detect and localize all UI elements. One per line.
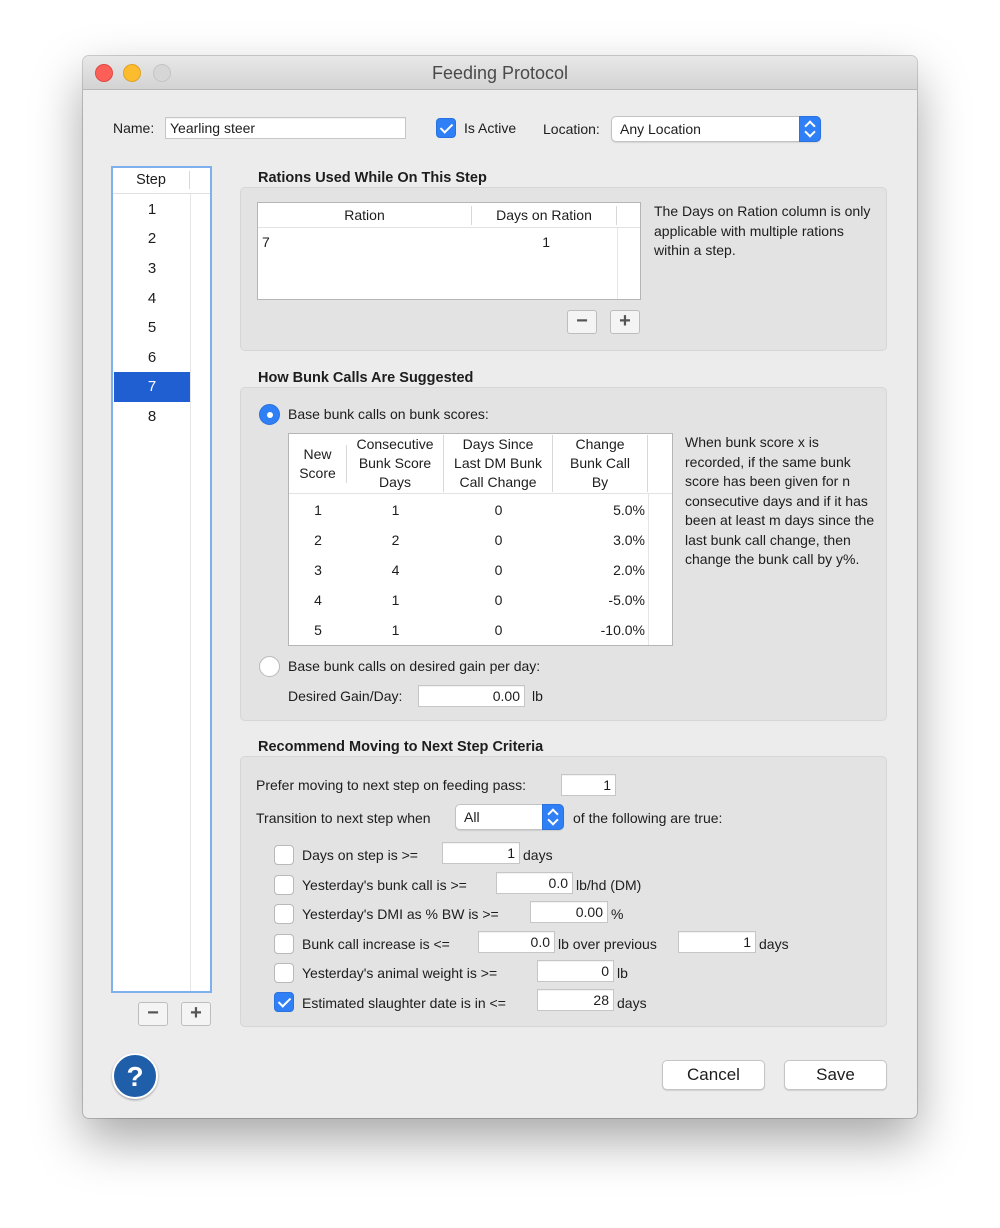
ration-column-header[interactable]: Ration bbox=[258, 206, 472, 225]
change-cell: 3.0% bbox=[613, 532, 645, 548]
transition-mode-value: All bbox=[464, 809, 480, 825]
table-row[interactable] bbox=[289, 616, 648, 646]
transition-suffix: of the following are true: bbox=[573, 810, 723, 826]
window-title: Feeding Protocol bbox=[431, 63, 569, 83]
bunk-increase-checkbox[interactable] bbox=[274, 934, 294, 954]
location-select-value: Any Location bbox=[620, 121, 701, 137]
transition-mode-select[interactable] bbox=[455, 804, 564, 830]
slaughter-date-label: Estimated slaughter date is in <= bbox=[302, 995, 506, 1011]
add-ration-button[interactable]: + bbox=[610, 310, 640, 334]
change-cell: -10.0% bbox=[600, 622, 645, 638]
desired-gain-option-label: Base bunk calls on desired gain per day: bbox=[288, 658, 541, 674]
change-cell: -5.0% bbox=[608, 592, 645, 608]
score-cell: 5 bbox=[314, 622, 322, 638]
bunk-increase-days-unit: days bbox=[759, 936, 789, 952]
location-label: Location: bbox=[543, 121, 600, 137]
days-since-cell: 0 bbox=[494, 502, 503, 518]
transition-label: Transition to next step when bbox=[256, 810, 431, 826]
days-on-ration-cell[interactable]: 1 bbox=[542, 234, 550, 250]
dmi-bw-unit: % bbox=[611, 906, 624, 922]
days-on-ration-column-header[interactable]: Days on Ration bbox=[472, 206, 617, 225]
table-row[interactable] bbox=[289, 556, 648, 586]
bunk-call-field[interactable]: 0.0 bbox=[496, 872, 573, 894]
remove-step-button[interactable]: − bbox=[138, 1002, 168, 1026]
column-divider bbox=[617, 228, 618, 299]
days-on-step-field[interactable]: 1 bbox=[442, 842, 520, 864]
table-row[interactable] bbox=[289, 496, 648, 526]
cancel-button[interactable]: Cancel bbox=[662, 1060, 765, 1090]
ration-cell[interactable]: 7 bbox=[262, 234, 270, 250]
dmi-bw-checkbox[interactable] bbox=[274, 904, 294, 924]
rations-note: The Days on Ration column is only applicable with multiple rations within a step. bbox=[654, 203, 871, 258]
add-step-button[interactable]: + bbox=[181, 1002, 211, 1026]
days-since-cell: 0 bbox=[494, 562, 503, 578]
step-row-6[interactable]: 6 bbox=[147, 349, 157, 366]
days-on-step-label: Days on step is >= bbox=[302, 847, 418, 863]
consecutive-cell: 1 bbox=[391, 592, 400, 608]
slaughter-date-checkbox[interactable] bbox=[274, 992, 294, 1012]
dmi-bw-field[interactable]: 0.00 bbox=[530, 901, 608, 923]
step-row-5[interactable]: 5 bbox=[147, 319, 157, 336]
chevron-updown-icon bbox=[542, 804, 564, 830]
is-active-checkbox[interactable] bbox=[436, 118, 456, 138]
days-since-change-column-header[interactable]: Days Since Last DM Bunk Call Change bbox=[444, 435, 553, 492]
table-row[interactable] bbox=[289, 526, 648, 556]
animal-weight-label: Yesterday's animal weight is >= bbox=[302, 965, 498, 981]
days-on-step-unit: days bbox=[523, 847, 553, 863]
location-select[interactable] bbox=[611, 116, 821, 142]
bunk-scores-table-header bbox=[289, 434, 672, 494]
desired-gain-unit: lb bbox=[532, 688, 543, 704]
consecutive-cell: 1 bbox=[391, 502, 400, 518]
prefer-pass-field[interactable]: 1 bbox=[561, 774, 616, 796]
consecutive-cell: 4 bbox=[391, 562, 400, 578]
save-button[interactable]: Save bbox=[784, 1060, 887, 1090]
new-score-column-header[interactable]: New Score bbox=[289, 445, 347, 483]
days-on-step-checkbox[interactable] bbox=[274, 845, 294, 865]
bunk-scores-table[interactable] bbox=[288, 433, 673, 646]
name-label: Name: bbox=[113, 120, 155, 136]
change-cell: 5.0% bbox=[613, 502, 645, 518]
step-row-3[interactable]: 3 bbox=[147, 260, 157, 277]
bunk-calls-section-title: How Bunk Calls Are Suggested bbox=[258, 370, 474, 386]
score-cell: 1 bbox=[314, 502, 322, 518]
step-row-4[interactable]: 4 bbox=[147, 290, 157, 307]
step-row-7-selected[interactable]: 7 bbox=[114, 372, 190, 402]
animal-weight-unit: lb bbox=[617, 965, 628, 981]
bunk-call-unit: lb/hd (DM) bbox=[576, 877, 642, 893]
rations-section-title: Rations Used While On This Step bbox=[258, 170, 487, 186]
dmi-bw-label: Yesterday's DMI as % BW is >= bbox=[302, 906, 499, 922]
bunk-scores-note: When bunk score x is recorded, if the same bunk score has been given for n consecutive days and if it has been at least m days since the last bunk call change, then change the bunk call by y%. bbox=[685, 434, 875, 567]
bunk-increase-unit: lb over previous bbox=[558, 936, 657, 952]
slaughter-date-field[interactable]: 28 bbox=[537, 989, 614, 1011]
name-field[interactable]: Yearling steer bbox=[165, 117, 406, 139]
help-button[interactable]: ? bbox=[112, 1053, 158, 1099]
bunk-calls-panel bbox=[240, 387, 887, 721]
bunk-increase-days-field[interactable]: 1 bbox=[678, 931, 756, 953]
consecutive-days-column-header[interactable]: Consecutive Bunk Score Days bbox=[347, 435, 444, 492]
desired-gain-field[interactable]: 0.00 bbox=[418, 685, 525, 707]
rations-panel bbox=[240, 187, 887, 351]
animal-weight-field[interactable]: 0 bbox=[537, 960, 614, 982]
feeding-protocol-window bbox=[83, 56, 917, 1118]
days-since-cell: 0 bbox=[494, 592, 503, 608]
slaughter-date-unit: days bbox=[617, 995, 647, 1011]
change-bunk-call-column-header[interactable]: Change Bunk Call By bbox=[553, 435, 648, 492]
step-row-2[interactable]: 2 bbox=[147, 230, 157, 247]
score-cell: 3 bbox=[314, 562, 322, 578]
chevron-updown-icon bbox=[799, 116, 821, 142]
is-active-label: Is Active bbox=[464, 120, 517, 136]
desired-gain-radio[interactable] bbox=[259, 656, 280, 677]
bunk-scores-radio[interactable] bbox=[259, 404, 280, 425]
step-row-1[interactable]: 1 bbox=[147, 201, 157, 218]
animal-weight-checkbox[interactable] bbox=[274, 963, 294, 983]
steps-header bbox=[113, 168, 210, 194]
steps-list[interactable] bbox=[111, 166, 212, 993]
column-divider bbox=[190, 194, 191, 991]
column-divider bbox=[648, 494, 649, 645]
steps-column-header[interactable]: Step bbox=[136, 172, 166, 188]
bunk-scores-option-label: Base bunk calls on bunk scores: bbox=[288, 406, 489, 422]
score-cell: 4 bbox=[314, 592, 322, 608]
bunk-increase-field[interactable]: 0.0 bbox=[478, 931, 555, 953]
title-bar bbox=[83, 56, 917, 90]
rations-table-header bbox=[258, 203, 640, 228]
desired-gain-label: Desired Gain/Day: bbox=[288, 688, 403, 704]
prefer-pass-label: Prefer moving to next step on feeding pass: bbox=[256, 777, 527, 793]
criteria-section-title: Recommend Moving to Next Step Criteria bbox=[258, 739, 544, 755]
score-cell: 2 bbox=[314, 532, 322, 548]
column-divider bbox=[189, 171, 190, 189]
bunk-call-checkbox[interactable] bbox=[274, 875, 294, 895]
rations-table[interactable] bbox=[257, 202, 641, 300]
consecutive-cell: 1 bbox=[391, 622, 400, 638]
bunk-increase-label: Bunk call increase is <= bbox=[302, 936, 450, 952]
step-row-8[interactable]: 8 bbox=[147, 408, 157, 425]
table-row[interactable] bbox=[289, 586, 648, 616]
criteria-panel bbox=[240, 756, 887, 1027]
days-since-cell: 0 bbox=[494, 622, 503, 638]
bunk-call-label: Yesterday's bunk call is >= bbox=[302, 877, 467, 893]
remove-ration-button[interactable]: − bbox=[567, 310, 597, 334]
consecutive-cell: 2 bbox=[391, 532, 400, 548]
change-cell: 2.0% bbox=[613, 562, 645, 578]
days-since-cell: 0 bbox=[494, 532, 503, 548]
